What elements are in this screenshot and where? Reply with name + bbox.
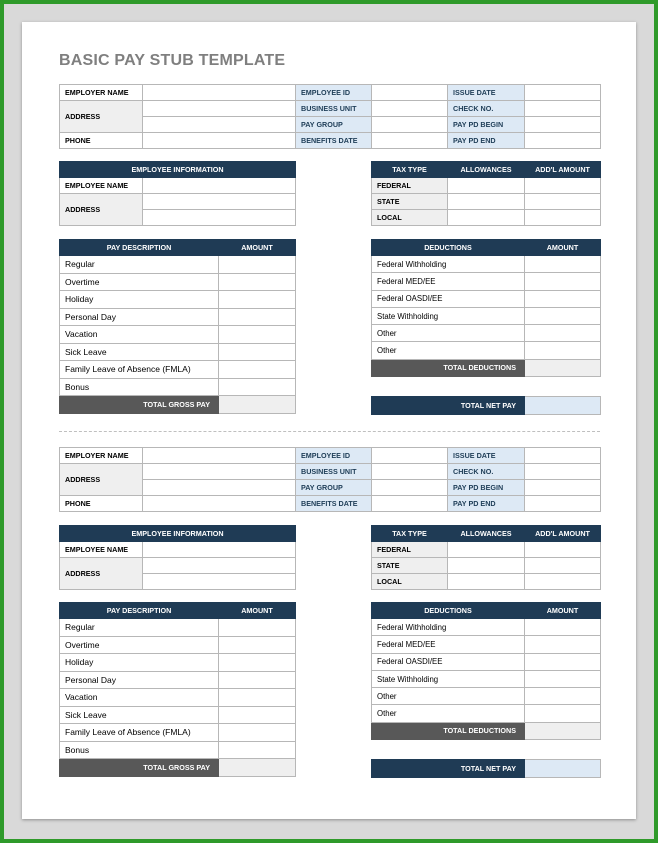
deduction-amount-field[interactable] <box>525 705 601 722</box>
pay-amount-field[interactable] <box>219 361 296 379</box>
pay-item: Regular <box>60 619 219 637</box>
pay-pd-begin-label: PAY PD BEGIN <box>448 117 525 133</box>
deduction-amount-field[interactable] <box>525 342 601 359</box>
employee-id-label: EMPLOYEE ID <box>296 85 372 101</box>
pay-item: Personal Day <box>60 671 219 689</box>
employer-name-label: EMPLOYER NAME <box>60 448 143 464</box>
check-no-field[interactable] <box>525 464 601 480</box>
total-deductions-label: TOTAL DEDUCTIONS <box>372 722 525 739</box>
addl-amount-field[interactable] <box>525 574 601 590</box>
pay-group-label: PAY GROUP <box>296 117 372 133</box>
deduction-amount-field[interactable] <box>525 636 601 653</box>
allowances-header: ALLOWANCES <box>448 162 525 178</box>
deduction-amount-field[interactable] <box>525 688 601 705</box>
tax-row-label: LOCAL <box>372 574 448 590</box>
pay-amount-field[interactable] <box>219 291 296 309</box>
pay-amount-field[interactable] <box>219 619 296 637</box>
stub1-net-pay-table <box>371 396 601 415</box>
pay-amount-field[interactable] <box>219 689 296 707</box>
tax-type-header: TAX TYPE <box>372 526 448 542</box>
benefits-date-field[interactable] <box>372 133 448 149</box>
allowances-field[interactable] <box>448 178 525 194</box>
pay-amount-field[interactable] <box>219 741 296 759</box>
employee-address-field-1[interactable] <box>143 194 296 210</box>
tax-row-label: STATE <box>372 194 448 210</box>
pay-description-header: PAY DESCRIPTION <box>60 240 219 256</box>
employer-name-field[interactable] <box>143 448 296 464</box>
total-net-pay-label: TOTAL NET PAY <box>372 397 525 415</box>
deduction-item: Federal OASDI/EE <box>372 653 525 670</box>
pay-item: Family Leave of Absence (FMLA) <box>60 361 219 379</box>
addl-amount-header: ADD'L AMOUNT <box>525 526 601 542</box>
benefits-date-label: BENEFITS DATE <box>296 496 372 512</box>
employer-name-field[interactable] <box>143 85 296 101</box>
pay-item: Bonus <box>60 741 219 759</box>
employee-id-label: EMPLOYEE ID <box>296 448 372 464</box>
total-gross-pay-field[interactable] <box>219 396 296 414</box>
stub1-tax-table <box>371 161 601 226</box>
pay-amount-field[interactable] <box>219 724 296 742</box>
tax-row-label: LOCAL <box>372 210 448 226</box>
pay-amount-header: AMOUNT <box>219 603 296 619</box>
employee-name-field[interactable] <box>143 178 296 194</box>
pay-item: Bonus <box>60 378 219 396</box>
address-field-1[interactable] <box>143 464 296 480</box>
pay-amount-field[interactable] <box>219 256 296 274</box>
phone-label: PHONE <box>60 496 143 512</box>
total-deductions-field[interactable] <box>525 359 601 376</box>
employee-info-heading: EMPLOYEE INFORMATION <box>60 162 296 178</box>
deduction-amount-field[interactable] <box>525 325 601 342</box>
stub2-net-pay-table <box>371 759 601 778</box>
employer-name-label: EMPLOYER NAME <box>60 85 143 101</box>
deductions-amount-header: AMOUNT <box>525 603 601 619</box>
employee-info-heading: EMPLOYEE INFORMATION <box>60 526 296 542</box>
addl-amount-field[interactable] <box>525 178 601 194</box>
addl-amount-field[interactable] <box>525 558 601 574</box>
total-net-pay-field[interactable] <box>525 760 601 778</box>
pay-amount-field[interactable] <box>219 636 296 654</box>
deduction-amount-field[interactable] <box>525 290 601 307</box>
address-field-1[interactable] <box>143 101 296 117</box>
pay-item: Overtime <box>60 636 219 654</box>
pay-pd-end-field[interactable] <box>525 133 601 149</box>
tax-row-label: STATE <box>372 558 448 574</box>
total-net-pay-label: TOTAL NET PAY <box>372 760 525 778</box>
tax-row-label: FEDERAL <box>372 542 448 558</box>
deduction-item: State Withholding <box>372 670 525 687</box>
allowances-field[interactable] <box>448 574 525 590</box>
total-gross-pay-field[interactable] <box>219 759 296 777</box>
deductions-amount-header: AMOUNT <box>525 240 601 256</box>
address-label: ADDRESS <box>60 464 143 496</box>
deduction-item: Federal Withholding <box>372 256 525 273</box>
pay-pd-begin-field[interactable] <box>525 117 601 133</box>
pay-amount-header: AMOUNT <box>219 240 296 256</box>
employee-name-field[interactable] <box>143 542 296 558</box>
deduction-item: Federal OASDI/EE <box>372 290 525 307</box>
allowances-field[interactable] <box>448 558 525 574</box>
deduction-item: Other <box>372 342 525 359</box>
business-unit-label: BUSINESS UNIT <box>296 464 372 480</box>
page-title: BASIC PAY STUB TEMPLATE <box>59 52 286 69</box>
addl-amount-field[interactable] <box>525 542 601 558</box>
pay-amount-field[interactable] <box>219 308 296 326</box>
business-unit-field[interactable] <box>372 464 448 480</box>
pay-amount-field[interactable] <box>219 706 296 724</box>
addl-amount-header: ADD'L AMOUNT <box>525 162 601 178</box>
benefits-date-label: BENEFITS DATE <box>296 133 372 149</box>
pay-item: Holiday <box>60 291 219 309</box>
issue-date-label: ISSUE DATE <box>448 448 525 464</box>
deduction-amount-field[interactable] <box>525 670 601 687</box>
pay-item: Sick Leave <box>60 706 219 724</box>
stub2-deductions-table <box>371 602 601 740</box>
issue-date-field[interactable] <box>525 85 601 101</box>
employee-name-label: EMPLOYEE NAME <box>60 542 143 558</box>
pay-pd-end-label: PAY PD END <box>448 133 525 149</box>
tax-row-label: FEDERAL <box>372 178 448 194</box>
pay-pd-end-label: PAY PD END <box>448 496 525 512</box>
deduction-amount-field[interactable] <box>525 256 601 273</box>
addl-amount-field[interactable] <box>525 210 601 226</box>
address-field-2[interactable] <box>143 117 296 133</box>
employee-id-field[interactable] <box>372 85 448 101</box>
employee-id-field[interactable] <box>372 448 448 464</box>
total-gross-pay-label: TOTAL GROSS PAY <box>60 396 219 414</box>
business-unit-label: BUSINESS UNIT <box>296 101 372 117</box>
pay-item: Personal Day <box>60 308 219 326</box>
document-page <box>22 22 636 819</box>
deduction-item: Other <box>372 705 525 722</box>
allowances-field[interactable] <box>448 194 525 210</box>
pay-item: Sick Leave <box>60 343 219 361</box>
employee-address-label: ADDRESS <box>60 558 143 590</box>
stub1-header-table <box>59 84 601 149</box>
pay-item: Family Leave of Absence (FMLA) <box>60 724 219 742</box>
pay-group-field[interactable] <box>372 117 448 133</box>
pay-item: Holiday <box>60 654 219 672</box>
deduction-item: Federal MED/EE <box>372 273 525 290</box>
stub-divider <box>59 431 600 432</box>
deduction-item: State Withholding <box>372 307 525 324</box>
employee-name-label: EMPLOYEE NAME <box>60 178 143 194</box>
stub1-pay-table <box>59 239 296 414</box>
pay-item: Regular <box>60 256 219 274</box>
deduction-item: Other <box>372 325 525 342</box>
pay-group-label: PAY GROUP <box>296 480 372 496</box>
total-deductions-field[interactable] <box>525 722 601 739</box>
deductions-header: DEDUCTIONS <box>372 240 525 256</box>
issue-date-label: ISSUE DATE <box>448 85 525 101</box>
stub2-header-table <box>59 447 601 512</box>
pay-amount-field[interactable] <box>219 654 296 672</box>
tax-type-header: TAX TYPE <box>372 162 448 178</box>
stub2-tax-table <box>371 525 601 590</box>
deduction-amount-field[interactable] <box>525 307 601 324</box>
address-field-2[interactable] <box>143 480 296 496</box>
deduction-item: Other <box>372 688 525 705</box>
pay-item: Vacation <box>60 689 219 707</box>
total-net-pay-field[interactable] <box>525 397 601 415</box>
pay-pd-begin-label: PAY PD BEGIN <box>448 480 525 496</box>
stub2-pay-table <box>59 602 296 777</box>
deductions-header: DEDUCTIONS <box>372 603 525 619</box>
phone-label: PHONE <box>60 133 143 149</box>
pay-amount-field[interactable] <box>219 273 296 291</box>
pay-group-field[interactable] <box>372 480 448 496</box>
outer-frame <box>4 4 654 839</box>
check-no-field[interactable] <box>525 101 601 117</box>
allowances-field[interactable] <box>448 542 525 558</box>
pay-pd-end-field[interactable] <box>525 496 601 512</box>
address-label: ADDRESS <box>60 101 143 133</box>
pay-item: Vacation <box>60 326 219 344</box>
pay-amount-field[interactable] <box>219 326 296 344</box>
phone-field[interactable] <box>143 133 296 149</box>
pay-amount-field[interactable] <box>219 671 296 689</box>
total-deductions-label: TOTAL DEDUCTIONS <box>372 359 525 376</box>
allowances-header: ALLOWANCES <box>448 526 525 542</box>
stub2-employee-info-table <box>59 525 296 590</box>
pay-description-header: PAY DESCRIPTION <box>60 603 219 619</box>
pay-amount-field[interactable] <box>219 378 296 396</box>
allowances-field[interactable] <box>448 210 525 226</box>
phone-field[interactable] <box>143 496 296 512</box>
deduction-amount-field[interactable] <box>525 619 601 636</box>
employee-address-label: ADDRESS <box>60 194 143 226</box>
employee-address-field-1[interactable] <box>143 558 296 574</box>
check-no-label: CHECK NO. <box>448 101 525 117</box>
stub1-employee-info-table <box>59 161 296 226</box>
employee-address-field-2[interactable] <box>143 210 296 226</box>
deduction-item: Federal Withholding <box>372 619 525 636</box>
pay-item: Overtime <box>60 273 219 291</box>
issue-date-field[interactable] <box>525 448 601 464</box>
pay-pd-begin-field[interactable] <box>525 480 601 496</box>
business-unit-field[interactable] <box>372 101 448 117</box>
deduction-item: Federal MED/EE <box>372 636 525 653</box>
stub1-deductions-table <box>371 239 601 377</box>
deduction-amount-field[interactable] <box>525 653 601 670</box>
employee-address-field-2[interactable] <box>143 574 296 590</box>
addl-amount-field[interactable] <box>525 194 601 210</box>
pay-amount-field[interactable] <box>219 343 296 361</box>
total-gross-pay-label: TOTAL GROSS PAY <box>60 759 219 777</box>
benefits-date-field[interactable] <box>372 496 448 512</box>
deduction-amount-field[interactable] <box>525 273 601 290</box>
check-no-label: CHECK NO. <box>448 464 525 480</box>
